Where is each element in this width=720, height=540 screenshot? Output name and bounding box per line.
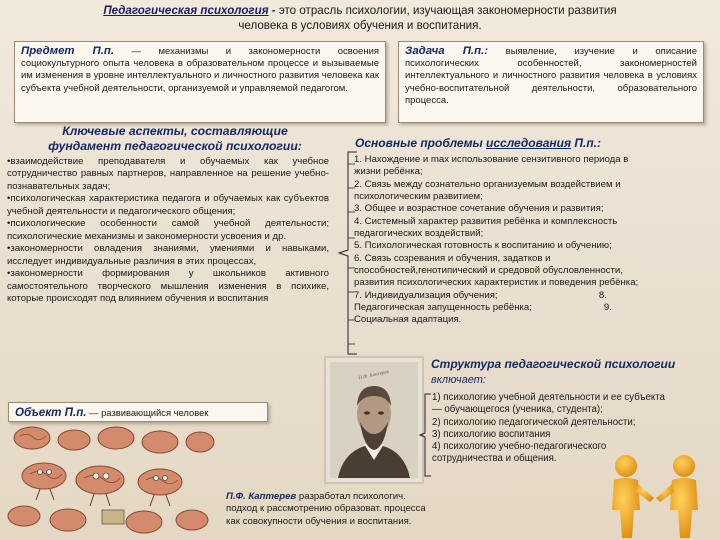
kapterev-line-3: как совокупности обучения и воспитания. [226, 515, 412, 527]
problems-heading-underlined: исследования [486, 136, 572, 150]
task-body: психологических особенностей, закономерностей интеллектуального и личностного развития человека в условиях учебно-воспитательной деятельности, образовательного процесса. [405, 58, 697, 106]
aspects-heading-line-2: фундамент педагогической психологии: [48, 139, 302, 153]
structure-line: — обучающегося (ученика, студента); [432, 404, 603, 416]
brains-illustration [4, 424, 216, 538]
kapterev-note [226, 491, 496, 528]
subject-first-line [21, 45, 379, 58]
structure-line: 3) психологию воспитания [432, 428, 551, 440]
object-text: развивающийся человек [101, 407, 209, 418]
problem-line: Педагогическая запущенность ребёнка; 9. [354, 302, 612, 314]
aspects-heading-line-1: Ключевые аспекты, составляющие [62, 124, 288, 138]
subject-box [14, 41, 386, 123]
definition-line-1: это отрасль психологии, изучающая закономерности развития [278, 4, 617, 17]
task-line1: выявление, изучение и описание [505, 46, 698, 57]
page-header [8, 3, 712, 33]
problem-line: 2. Связь между сознательно организуемым воздействием и [354, 178, 621, 190]
aspect-item: •закономерности формирования у школьников активного самостоятельного творческого мышления изменения в психике, которые происходят под влиянием обучения и воспитания [7, 268, 329, 304]
structure-heading: Структура педагогической психологии [431, 357, 676, 371]
kapterev-line-2: подход к рассмотрению образоват. процесса [226, 503, 426, 515]
aspects-list [7, 156, 329, 305]
kapterev-line-1-rest: разработал психологич. [296, 491, 406, 502]
task-first-line [405, 45, 697, 58]
header-line-1 [8, 3, 712, 18]
subject-dash: — [114, 46, 159, 57]
handshake-figures-illustration [592, 452, 720, 540]
problem-line: способностей,генотипический и средовой обусловленности, [354, 265, 623, 277]
problems-heading [355, 136, 695, 151]
kapterev-line-1 [226, 491, 496, 503]
problems-list [354, 154, 714, 327]
definition-line-2: человека в условиях обучения и воспитания. [238, 19, 482, 32]
problem-line: 5. Психологическая готовность к воспитанию и обучению; [354, 240, 612, 252]
aspects-heading [22, 124, 328, 154]
object-dash: — [86, 407, 102, 418]
structure-line: сотрудничества и общения. [432, 453, 557, 465]
problems-heading-prefix: Основные проблемы [355, 136, 487, 150]
problem-line: 6. Связь созревания и обучения, задатков и [354, 252, 551, 264]
problem-line: жизни ребёнка; [354, 166, 423, 178]
structure-line: 2) психологию педагогической деятельности; [432, 416, 636, 428]
object-title: Объект П.п. [15, 406, 87, 419]
aspect-item: •взаимодействие преподавателя и обучаемых как учебное сотрудничество равных партнеров, направленное на решение учебно-познавательных задач; [7, 156, 329, 192]
kapterev-name: П.Ф. Каптерев [226, 491, 297, 502]
aspect-item: •закономерности овладения знаниями, умениями и навыками, исследует индивидуальные различия в этих процессах, [7, 243, 329, 267]
problem-line: Социальная адаптация. [354, 314, 462, 326]
problem-line: 1. Нахождение и max использование сензитивного периода в [354, 154, 629, 165]
object-box [8, 402, 268, 422]
task-box [398, 41, 704, 123]
structure-brace-icon [418, 392, 432, 478]
aspect-item: •психологическая характеристика педагога и обучаемых как субъектов учебной деятельности и педагогического общения; [7, 193, 329, 217]
problem-line: педагогических воздействий; [354, 228, 484, 240]
problem-line: развития психологических характеристик и поведения ребёнка; [354, 277, 639, 289]
subject-title: Предмет П.п. [21, 45, 115, 57]
task-title: Задача П.п.: [405, 45, 489, 57]
structure-line: 1) психологию учебной деятельности и ее субъекта [432, 392, 665, 403]
portrait-caption: П.Ф. Каптерев [358, 369, 390, 382]
title-dash: - [268, 4, 279, 17]
kapterev-portrait [324, 356, 424, 484]
problem-line: 3. Общее и возрастное сочетание обучения и развития; [354, 203, 604, 215]
problem-line: 4. Системный характер развития ребёнка и комплексность [354, 215, 618, 227]
problems-heading-suffix: П.п.: [571, 136, 601, 150]
page-title: Педагогическая психология [103, 4, 269, 17]
subject-line1: механизмы и закономерности освоения [158, 46, 380, 57]
subject-body: социокультурного опыта человека в образовательном процессе и вызываемые им изменения в уровне интеллектуального и личностного развития человека как субъекта учебной деятельности, организуемой и управляемой педагогом. [21, 58, 379, 94]
problem-line: психологическим развитием; [354, 191, 483, 203]
problem-line: 7. Индивидуализация обучения; 8. [354, 289, 607, 301]
aspect-item: •психологические особенности самой учебной деятельности; психологические механизмы и закономерности усвоения и др. [7, 218, 329, 242]
structure-line: 4) психологию учебно-педагогического [432, 441, 607, 453]
structure-includes: включает: [431, 374, 486, 386]
